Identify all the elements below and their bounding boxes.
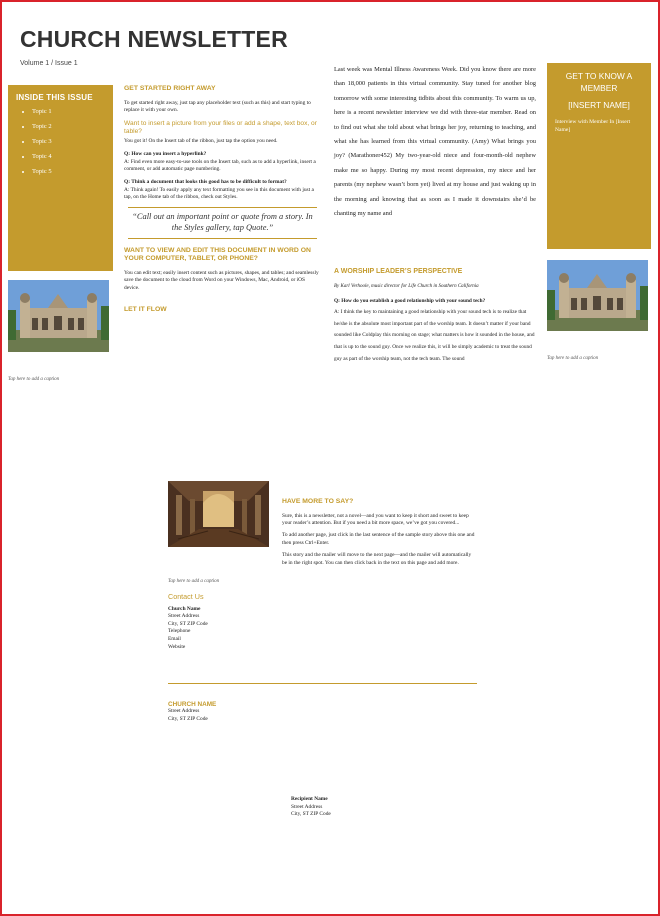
contact-line: Website — [168, 643, 186, 650]
mailer-return-address — [168, 701, 216, 723]
mailer-city: City, ST ZIP Code — [168, 715, 208, 722]
pull-quote: “Call out an important point or quote from a story. In the Styles gallery, tap Quote.” — [128, 207, 317, 239]
section-heading: LET IT FLOW — [124, 305, 167, 313]
recipient-address — [291, 796, 331, 819]
answer-text: A: Find even more easy-to-use tools on the Insert tab, such as to add a hyperlink, insert a comment, or add automatic page numbering. — [124, 158, 316, 173]
church-exterior-image-left[interactable] — [8, 280, 109, 352]
divider-line — [168, 683, 477, 684]
sidebar-interview-text: Interview with Member In [Insert Name] — [555, 119, 631, 134]
contact-heading: Contact Us — [168, 592, 204, 601]
topic-item[interactable]: • Topic 5 — [32, 168, 113, 175]
church-interior-image[interactable] — [168, 481, 269, 547]
volume-issue: Volume 1 / Issue 1 — [20, 60, 78, 67]
image-caption-right[interactable]: Tap here to add a caption — [547, 356, 599, 361]
question-text: Q: How do you establish a good relationship with your sound tech? — [334, 297, 486, 304]
section-heading: HAVE MORE TO SAY? — [282, 498, 354, 505]
topic-list — [8, 108, 113, 175]
question-text: Q: Think a document that looks this good has to be difficult to format? — [124, 179, 287, 186]
mailer-church-name: CHURCH NAME — [168, 701, 217, 708]
inside-this-issue-box — [8, 85, 113, 271]
question-text: Q: How can you insert a hyperlink? — [124, 151, 207, 158]
story-text: Last week was Mental Illness Awareness Week. Did you know there are more than 18,000 patients in this virtual community. Stay tuned for another blog tomorrow with some interesting tidbits about this community. To warm us up, here is a recent newsletter interview we did with three-star member. Read on to find out what she told about what brings her joy, returning to teaching, and what she has learned from this virtual community. (Amy) What brings you joy? (Marathoner452) My two-year-old niece and four-month-old nephew make me so happy. During my most recent depression, my niece and her parents (my nephew wasn’t born yet) lived at my house and just waking up in the morning and knowing that as soon as I made it downstairs she’d be chanting my name and — [334, 66, 536, 218]
section-heading: GET STARTED RIGHT AWAY — [124, 85, 216, 92]
body-text: To get started right away, just tap any placeholder text (such as this) and start typing to replace it with your own. — [124, 99, 311, 113]
topic-item[interactable]: • Topic 1 — [32, 108, 113, 115]
worship-leader-section — [334, 268, 538, 365]
recipient-name: Recipient Name — [291, 796, 328, 802]
body-text: Sure, this is a newsletter, not a novel—and you want to keep it short and sweet to keep your reader’s attention. But if you need a bit more space, we’ve got you covered... — [282, 512, 469, 526]
sidebar-member-name: [INSERT NAME] — [568, 100, 630, 111]
contact-line: Street Address — [168, 613, 200, 620]
inside-heading: INSIDE THIS ISSUE — [16, 93, 93, 102]
answer-text: A: I think the key to maintaining a good relationship with your sound tech is to realize that he/she is the absolute most important part of the worship team. It doesn’t matter if your band sounded like Coldplay this morning on stage; what matters is how it sounded in the house, and that is up to the sound guy. Once we realize this, it will be simply academic to treat the sound guy as part of the worship team, not the tech team. The sound — [334, 309, 535, 362]
church-exterior-image-right[interactable] — [547, 260, 648, 331]
image-caption-bottom[interactable]: Tap here to add a caption — [168, 579, 220, 584]
recipient-city: City, ST ZIP Code — [291, 811, 331, 818]
member-sidebar-box — [547, 63, 651, 249]
body-text: You can edit text; easily insert content such as pictures, shapes, and tables; and seamlessly save the document to the cloud from Word on your Windows, Mac, Android, or iOS device. — [124, 270, 319, 291]
topic-item[interactable]: • Topic 3 — [32, 138, 113, 145]
byline: By Karl Verhoole, music director for Life Church in Southern California — [334, 283, 479, 289]
article-column-middle — [124, 85, 321, 321]
body-text: To add another page, just click in the last sentence of the sample story above this one and then press Ctrl+Enter. — [282, 532, 475, 546]
contact-line: City, ST ZIP Code — [168, 620, 208, 627]
section-heading: WANT TO VIEW AND EDIT THIS DOCUMENT IN WORD ON YOUR COMPUTER, TABLET, OR PHONE? — [124, 246, 311, 263]
article-column-right — [334, 63, 536, 221]
sidebar-heading: GET TO KNOW A MEMBER — [565, 71, 633, 93]
contact-line: Telephone — [168, 628, 191, 635]
image-caption-left[interactable]: Tap here to add a caption — [8, 377, 60, 382]
section-heading: A WORSHIP LEADER’S PERSPECTIVE — [334, 268, 463, 275]
mailer-street: Street Address — [168, 708, 200, 715]
contact-line: Email — [168, 635, 181, 642]
subheading: Want to insert a picture from your files or add a shape, text box, or table? — [124, 120, 317, 136]
contact-us-block — [168, 593, 278, 651]
answer-text: A: Think again! To easily apply any text formatting you see in this document with just a tap, on the Home tab of the ribbon, check out Styles. — [124, 186, 314, 200]
topic-item[interactable]: • Topic 2 — [32, 123, 113, 130]
newsletter-title: CHURCH NEWSLETTER — [20, 26, 288, 52]
contact-church-name: Church Name — [168, 605, 201, 612]
topic-item[interactable]: • Topic 4 — [32, 153, 113, 160]
body-text: This story and the mailer will move to the next page—and the mailer will automatically be in the right spot. You can then click back in the text on this page and add more. — [282, 552, 472, 566]
have-more-to-say-section — [282, 498, 477, 572]
body-text: You got it! On the Insert tab of the ribbon, just tap the option you need. — [124, 138, 278, 145]
recipient-street: Street Address — [291, 803, 323, 810]
